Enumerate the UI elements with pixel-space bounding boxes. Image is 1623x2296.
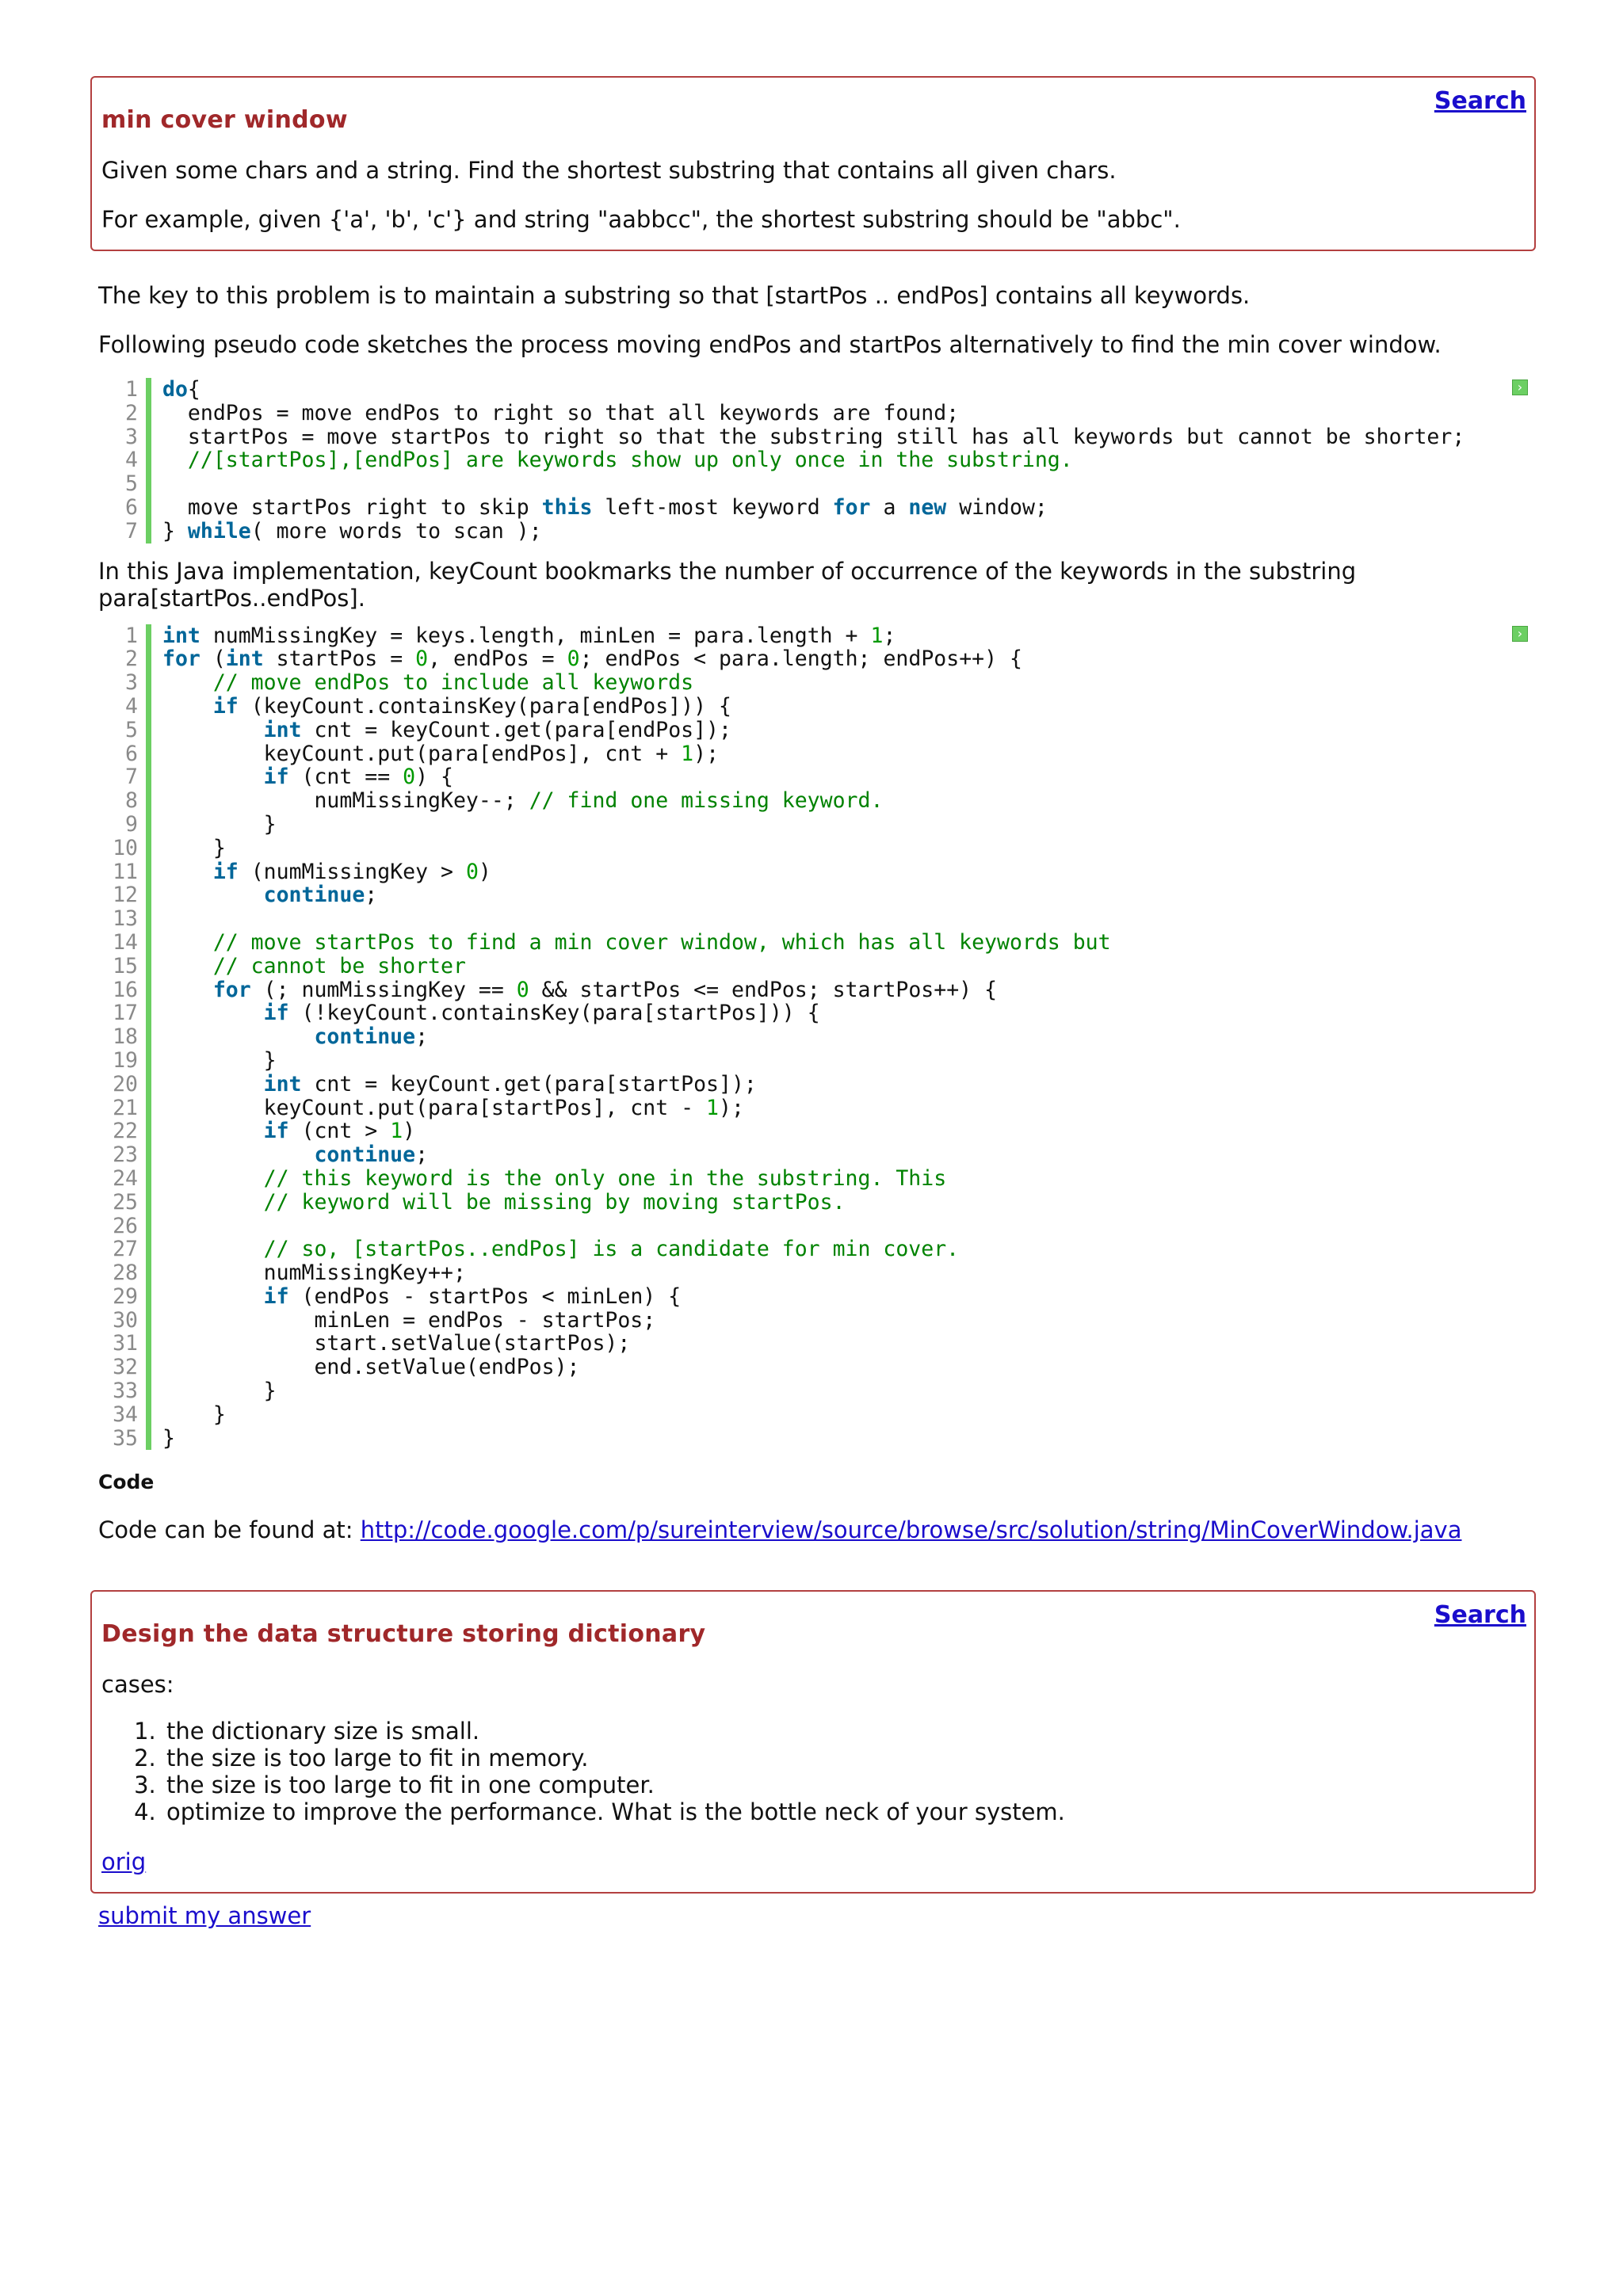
code-text — [151, 837, 1536, 860]
code-gutter — [146, 789, 151, 813]
code-token — [162, 860, 213, 884]
code-gutter — [146, 978, 151, 1002]
code-token: window; — [946, 494, 1048, 520]
line-number: 1 — [125, 377, 138, 402]
code-token: startPos = move startPos to right so that the substring still has all keywords but cannot be shorter; — [162, 424, 1465, 449]
code-token: (!keyCount.containsKey(para[startPos])) { — [288, 1001, 820, 1026]
explanation-paragraph-1: The key to this problem is to maintain a substring so that [startPos .. endPos] contains all keywords. — [98, 282, 1251, 309]
list-item: 3. the size is too large to fit in one computer. — [163, 1772, 1525, 1798]
code-gutter — [146, 1215, 151, 1238]
code-text — [151, 1356, 1536, 1379]
code-token: cnt = keyCount.get(para[endPos]); — [301, 717, 731, 742]
code-text — [151, 907, 1536, 931]
code-keyword: if — [263, 1001, 289, 1026]
line-number: 30 — [113, 1307, 138, 1333]
code-line — [98, 1097, 1536, 1120]
line-number: 22 — [113, 1119, 138, 1144]
code-token: ); — [693, 741, 720, 766]
code-token: end.setValue(endPos); — [162, 1355, 580, 1380]
code-line — [98, 837, 1536, 860]
code-token: startPos = — [263, 646, 416, 672]
code-text — [151, 1285, 1536, 1309]
code-keyword: if — [263, 1283, 289, 1309]
code-line — [98, 496, 1536, 520]
line-number: 2 — [125, 646, 138, 672]
problem-box-dictionary — [90, 1590, 1536, 1894]
code-token: } — [162, 1402, 226, 1427]
code-keyword: this — [541, 494, 593, 520]
code-gutter — [146, 1238, 151, 1261]
code-heading: Code — [98, 1470, 155, 1494]
code-line — [98, 425, 1536, 449]
code-token: && startPos <= endPos; startPos++) { — [529, 977, 998, 1002]
line-number: 6 — [125, 494, 138, 520]
code-keyword: int — [162, 623, 200, 648]
code-gutter — [146, 837, 151, 860]
code-number: 1 — [390, 1119, 403, 1144]
source-code-link[interactable]: http://code.google.com/p/sureinterview/source/browse/src/solution/string/MinCoverWindow.java — [360, 1516, 1462, 1544]
code-line — [98, 789, 1536, 813]
code-keyword: new — [908, 494, 947, 520]
code-line — [98, 1167, 1536, 1191]
line-number: 19 — [113, 1047, 138, 1073]
line-number: 3 — [125, 670, 138, 696]
code-token: ) — [403, 1119, 416, 1144]
code-token — [162, 1214, 175, 1238]
code-gutter — [146, 520, 151, 543]
expand-icon[interactable]: › — [1512, 379, 1528, 395]
code-keyword: while — [187, 518, 251, 543]
code-gutter — [146, 624, 151, 648]
line-number: 26 — [113, 1213, 138, 1238]
pseudo-code-block — [98, 378, 1536, 543]
code-gutter — [146, 1119, 151, 1143]
line-number: 12 — [113, 883, 138, 908]
line-number: 5 — [125, 471, 138, 497]
code-text — [151, 402, 1536, 425]
code-token: ; — [415, 1024, 429, 1050]
line-number: 9 — [125, 811, 138, 837]
code-text — [151, 496, 1536, 520]
code-token: ); — [719, 1095, 744, 1120]
line-number: 23 — [113, 1142, 138, 1168]
code-comment: // move startPos to find a min cover window, which has all keywords but — [162, 929, 1111, 955]
code-number: 0 — [567, 646, 580, 672]
line-number: 16 — [113, 977, 138, 1002]
line-number: 18 — [113, 1024, 138, 1050]
line-number: 33 — [113, 1379, 138, 1404]
code-gutter — [146, 1025, 151, 1049]
line-number: 21 — [113, 1095, 138, 1120]
code-token — [162, 1024, 314, 1049]
code-text — [151, 1119, 1536, 1143]
code-line — [98, 1332, 1536, 1356]
code-line — [98, 719, 1536, 742]
list-item: 4. optimize to improve the performance. What is the bottle neck of your system. — [163, 1798, 1525, 1825]
code-number: 1 — [870, 623, 884, 648]
code-line — [98, 955, 1536, 978]
line-number: 10 — [113, 835, 138, 860]
code-text — [151, 425, 1536, 449]
code-gutter — [146, 448, 151, 472]
code-line — [98, 1049, 1536, 1073]
code-token — [162, 883, 264, 907]
code-line — [98, 378, 1536, 402]
solution-body — [90, 280, 1536, 1546]
code-line — [98, 813, 1536, 837]
code-text — [151, 448, 1536, 472]
cases-label: cases: — [101, 1671, 174, 1699]
code-text — [151, 1191, 1536, 1215]
code-comment: // this keyword is the only one in the substring. This — [162, 1165, 947, 1191]
code-line — [98, 978, 1536, 1002]
code-gutter — [146, 883, 151, 907]
code-text — [151, 789, 1536, 813]
code-gutter — [146, 402, 151, 425]
problem-title: min cover window — [101, 106, 348, 134]
code-token: a — [870, 494, 909, 520]
code-keyword: if — [212, 693, 239, 719]
code-text — [151, 624, 1536, 648]
code-comment: // move endPos to include all keywords — [162, 670, 694, 696]
code-token: (cnt > — [288, 1119, 391, 1144]
code-token: ; endPos < para.length; endPos++) { — [579, 646, 1022, 672]
code-token: } — [162, 1379, 277, 1404]
code-line — [98, 883, 1536, 907]
code-text — [151, 1309, 1536, 1333]
code-text — [151, 813, 1536, 837]
problem-box-min-cover-window — [90, 76, 1536, 251]
code-line — [98, 1191, 1536, 1215]
java-code-block — [98, 624, 1536, 1451]
code-line — [98, 860, 1536, 884]
line-number: 14 — [113, 929, 138, 955]
code-line — [98, 1356, 1536, 1379]
code-text — [151, 1261, 1536, 1285]
code-gutter — [146, 1427, 151, 1451]
code-token — [162, 1142, 314, 1167]
code-token — [162, 906, 175, 931]
line-number: 24 — [113, 1165, 138, 1191]
code-text — [151, 978, 1536, 1002]
code-token: } — [162, 1047, 277, 1073]
line-number: 13 — [113, 906, 138, 932]
code-gutter — [146, 671, 151, 695]
code-line — [98, 520, 1536, 543]
code-line — [98, 695, 1536, 719]
code-token — [162, 1072, 264, 1097]
code-token: (numMissingKey > — [238, 859, 466, 884]
list-item: 1. the dictionary size is small. — [163, 1718, 1525, 1745]
code-text — [151, 719, 1536, 742]
code-gutter — [146, 378, 151, 402]
line-number: 32 — [113, 1355, 138, 1380]
line-number: 5 — [125, 717, 138, 742]
line-number: 15 — [113, 953, 138, 978]
code-line — [98, 448, 1536, 472]
code-gutter — [146, 1049, 151, 1073]
code-token — [162, 694, 213, 719]
code-line — [98, 1309, 1536, 1333]
code-token: , endPos = — [428, 646, 567, 672]
code-token: ; — [883, 623, 896, 648]
code-token: ; — [365, 883, 378, 908]
line-number: 8 — [125, 788, 138, 814]
code-token: minLen = endPos - startPos; — [162, 1307, 656, 1333]
code-token: keyCount.put(para[startPos], cnt - — [162, 1095, 707, 1120]
code-number: 0 — [415, 646, 429, 672]
code-gutter — [146, 1167, 151, 1191]
code-line — [98, 907, 1536, 931]
code-token — [162, 1284, 264, 1309]
code-line — [98, 1143, 1536, 1167]
code-comment: // cannot be shorter — [162, 953, 466, 978]
page-content — [90, 76, 1536, 1949]
code-gutter — [146, 742, 151, 766]
line-number: 25 — [113, 1189, 138, 1215]
code-token: endPos = move endPos to right so that all keywords are found; — [162, 400, 960, 425]
code-line — [98, 1238, 1536, 1261]
code-token: (cnt == — [288, 765, 403, 790]
cases-list — [101, 1718, 1525, 1825]
code-token — [162, 765, 264, 789]
line-number: 20 — [113, 1071, 138, 1097]
code-gutter — [146, 1001, 151, 1025]
code-text — [151, 1025, 1536, 1049]
code-gutter — [146, 907, 151, 931]
code-gutter — [146, 813, 151, 837]
code-text — [151, 765, 1536, 789]
line-number: 11 — [113, 859, 138, 884]
code-line — [98, 1261, 1536, 1285]
code-text — [151, 472, 1536, 496]
line-number: 27 — [113, 1237, 138, 1262]
problem-description: Given some chars and a string. Find the shortest substring that contains all given chars. — [101, 157, 1117, 184]
code-line — [98, 671, 1536, 695]
code-line — [98, 402, 1536, 425]
line-number: 1 — [125, 623, 138, 648]
line-number: 34 — [113, 1402, 138, 1427]
code-text — [151, 1001, 1536, 1025]
code-text — [151, 742, 1536, 766]
code-token — [162, 1001, 264, 1025]
code-gutter — [146, 647, 151, 671]
code-line — [98, 1427, 1536, 1451]
code-gutter — [146, 1309, 151, 1333]
code-keyword: do — [162, 377, 188, 402]
code-text — [151, 1073, 1536, 1097]
code-text — [151, 671, 1536, 695]
code-number: 1 — [706, 1095, 720, 1120]
code-gutter — [146, 695, 151, 719]
line-number: 2 — [125, 400, 138, 425]
code-token — [162, 471, 175, 496]
code-token: numMissingKey--; — [162, 788, 529, 814]
code-gutter — [146, 955, 151, 978]
code-keyword: int — [263, 717, 302, 742]
search-link[interactable]: Search — [1434, 1601, 1526, 1630]
code-token — [162, 718, 264, 742]
code-gutter — [146, 1332, 151, 1356]
code-gutter — [146, 1379, 151, 1403]
code-line — [98, 1215, 1536, 1238]
code-text — [151, 1238, 1536, 1261]
line-number: 3 — [125, 424, 138, 449]
code-token — [162, 978, 213, 1002]
code-text — [151, 1403, 1536, 1427]
code-token: } — [162, 835, 226, 860]
code-line — [98, 472, 1536, 496]
code-token: ( more words to scan ); — [250, 518, 542, 543]
line-number: 4 — [125, 448, 138, 473]
code-line — [98, 624, 1536, 648]
orig-paragraph — [101, 1846, 1525, 1878]
code-gutter — [146, 496, 151, 520]
explanation-paragraph-3: In this Java implementation, keyCount bookmarks the number of occurrence of the keywords in the substring para[startPos..endPos]. — [98, 557, 1357, 612]
code-line — [98, 647, 1536, 671]
code-gutter — [146, 1143, 151, 1167]
code-gutter — [146, 765, 151, 789]
code-text — [151, 860, 1536, 884]
problem-example: For example, given {'a', 'b', 'c'} and string "aabbcc", the shortest substring should be "abbc". — [101, 206, 1181, 233]
line-number: 7 — [125, 765, 138, 790]
code-token: left-most keyword — [592, 494, 833, 520]
code-text — [151, 647, 1536, 671]
code-keyword: continue — [314, 1024, 416, 1050]
code-gutter — [146, 472, 151, 496]
explanation-paragraph-2: Following pseudo code sketches the process moving endPos and startPos alternatively to find the min cover window. — [98, 331, 1442, 358]
code-text — [151, 1049, 1536, 1073]
code-keyword: if — [263, 765, 289, 790]
code-token: ( — [200, 646, 226, 672]
expand-icon[interactable]: › — [1512, 626, 1528, 642]
code-gutter — [146, 1191, 151, 1215]
code-gutter — [146, 1403, 151, 1427]
code-gutter — [146, 1356, 151, 1379]
code-comment: // keyword will be missing by moving startPos. — [162, 1189, 846, 1215]
list-item: 2. the size is too large to fit in memory. — [163, 1745, 1525, 1772]
code-text — [151, 1427, 1536, 1451]
submit-paragraph — [90, 1900, 1536, 1932]
code-line — [98, 1119, 1536, 1143]
code-number: 1 — [681, 741, 694, 766]
code-keyword: if — [263, 1119, 289, 1144]
code-line — [98, 1379, 1536, 1403]
code-gutter — [146, 1261, 151, 1285]
code-line — [98, 742, 1536, 766]
line-number: 6 — [125, 741, 138, 766]
line-number: 28 — [113, 1261, 138, 1286]
code-gutter — [146, 1073, 151, 1097]
code-keyword: int — [263, 1071, 302, 1097]
code-text — [151, 378, 1536, 402]
code-text — [151, 1332, 1536, 1356]
code-token: ) — [478, 859, 491, 884]
code-text — [151, 883, 1536, 907]
line-number: 35 — [113, 1425, 138, 1451]
code-token: } — [162, 811, 277, 837]
code-line — [98, 1073, 1536, 1097]
code-keyword: continue — [263, 883, 365, 908]
orig-link[interactable]: orig — [101, 1848, 147, 1876]
code-text — [151, 955, 1536, 978]
code-gutter — [146, 1285, 151, 1309]
search-link[interactable]: Search — [1434, 87, 1526, 115]
code-number: 0 — [403, 765, 416, 790]
code-location-prefix: Code can be found at: — [98, 1516, 361, 1544]
code-token: } — [162, 518, 188, 543]
code-line — [98, 1403, 1536, 1427]
code-gutter — [146, 719, 151, 742]
line-number: 7 — [125, 518, 138, 543]
code-token: } — [162, 1425, 175, 1451]
code-gutter — [146, 860, 151, 884]
code-keyword: continue — [314, 1142, 416, 1168]
code-keyword: if — [212, 859, 239, 884]
code-line — [98, 1001, 1536, 1025]
code-keyword: for — [832, 494, 871, 520]
code-token: (endPos - startPos < minLen) { — [288, 1283, 682, 1309]
code-text — [151, 1143, 1536, 1167]
line-number: 29 — [113, 1283, 138, 1309]
problem-title: Design the data structure storing dictionary — [101, 1620, 706, 1649]
code-keyword: int — [225, 646, 264, 672]
code-token: (keyCount.containsKey(para[endPos])) { — [238, 693, 731, 719]
code-token: { — [187, 377, 200, 402]
code-comment: // so, [startPos..endPos] is a candidate for min cover. — [162, 1237, 960, 1262]
code-line — [98, 1025, 1536, 1049]
code-token: numMissingKey = keys.length, minLen = para.length + — [200, 623, 871, 648]
line-number: 17 — [113, 1001, 138, 1026]
code-token: ; — [415, 1142, 429, 1168]
code-number: 0 — [465, 859, 479, 884]
code-token: ) { — [415, 765, 453, 790]
code-gutter — [146, 1097, 151, 1120]
code-line — [98, 931, 1536, 955]
code-text — [151, 520, 1536, 543]
code-location — [98, 1514, 1536, 1546]
code-text — [151, 1097, 1536, 1120]
code-token: move startPos right to skip — [162, 494, 542, 520]
code-comment: // find one missing keyword. — [529, 788, 884, 814]
code-keyword: for — [162, 646, 200, 672]
code-token: keyCount.put(para[endPos], cnt + — [162, 741, 682, 766]
code-line — [98, 765, 1536, 789]
code-line — [98, 1285, 1536, 1309]
code-token: start.setValue(startPos); — [162, 1331, 631, 1356]
code-text — [151, 931, 1536, 955]
code-gutter — [146, 425, 151, 449]
code-text — [151, 1379, 1536, 1403]
code-text — [151, 1215, 1536, 1238]
code-token: numMissingKey++; — [162, 1261, 466, 1286]
code-token: cnt = keyCount.get(para[startPos]); — [301, 1071, 757, 1097]
line-number: 4 — [125, 693, 138, 719]
code-comment: //[startPos],[endPos] are keywords show up only once in the substring. — [162, 448, 1073, 473]
line-number: 31 — [113, 1331, 138, 1356]
code-text — [151, 1167, 1536, 1191]
code-text — [151, 695, 1536, 719]
code-gutter — [146, 931, 151, 955]
code-token: (; numMissingKey == — [250, 977, 517, 1002]
code-token — [162, 1119, 264, 1143]
code-number: 0 — [516, 977, 529, 1002]
code-keyword: for — [212, 977, 251, 1002]
submit-answer-link[interactable]: submit my answer — [98, 1902, 311, 1930]
